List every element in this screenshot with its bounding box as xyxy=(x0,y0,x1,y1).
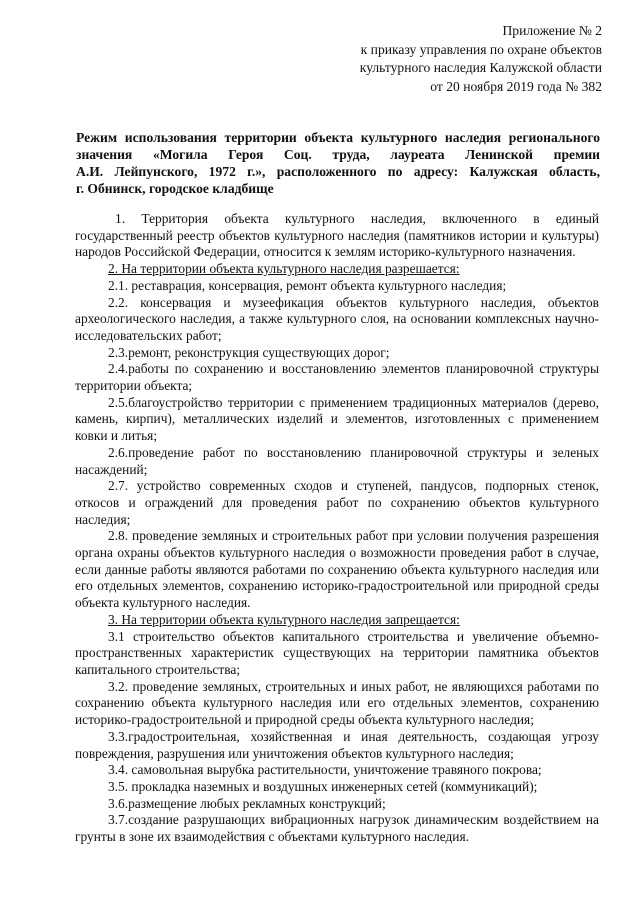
title-line: Режим использования территории объекта культурного наследия регионального xyxy=(76,130,600,145)
section-heading-text: 3. На территории объекта культурного наследия запрещается: xyxy=(108,611,460,627)
paragraph-3-2: 3.2. проведение земляных, строительных и иных работ, не являющихся работами по сохранению объекта культурного наследия или его отдельных элементов, сохранению историко-градостроительной и природной среды объекта культурного наследия; xyxy=(75,678,599,728)
paragraph-2-1: 2.1. реставрация, консервация, ремонт объекта культурного наследия; xyxy=(108,277,507,293)
appendix-header xyxy=(302,22,602,96)
order-reference: к приказу управления по охране объектов xyxy=(360,41,602,57)
title-line: А.И. Лейпунского, 1972 г.», расположенного по адресу: Калужская область, xyxy=(76,164,600,179)
paragraph-3-7: 3.7.создание разрушающих вибрационных нагрузок динамическим воздействием на грунты в зоне их взаимодействия с объектами культурного наследия. xyxy=(75,812,599,845)
section-heading-prohibited xyxy=(75,612,599,629)
paragraph-2-7: 2.7. устройство современных сходов и ступеней, пандусов, подпорных стенок, откосов и ограждений для проведения работ по сохранению объектов культурного наследия; xyxy=(75,478,599,527)
paragraph-2-8: 2.8. проведение земляных и строительных работ при условии получения разрешения органа охраны объектов культурного наследия о возможности проведения работ в случае, если данные работы являются работами по сохранению объекта культурного наследия или его отдельных элементов, сохранению историко-градостроительной или природной среды объекта культурного наследия. xyxy=(75,528,599,611)
issuing-authority: культурного наследия Калужской области xyxy=(359,60,602,76)
section-heading-allowed xyxy=(75,261,599,278)
paragraph-3-1: 3.1 строительство объектов капитального строительства и увеличение объемно-пространственных характеристик существующих на территории памятника объектов капитального строительства; xyxy=(75,628,599,677)
paragraph-3-5: 3.5. прокладка наземных и воздушных инженерных сетей (коммуникаций); xyxy=(108,778,538,794)
order-date-number: от 20 ноября 2019 года № 382 xyxy=(430,78,602,94)
paragraph-3-3: 3.3.градостроительная, хозяйственная и иная деятельность, создающая угрозу повреждения, разрушения или уничтожения объектов культурного наследия; xyxy=(75,728,599,761)
paragraph-2-2: 2.2. консервация и музеефикация объектов культурного наследия, объектов археологического наследия, а также культурного слоя, на основании комплексных научно-исследовательских работ; xyxy=(75,294,599,343)
document-title xyxy=(76,129,600,197)
paragraph-1: 1. Территория объекта культурного наследия, включенного в единый государственный реестр объектов культурного наследия (памятников истории и культуры) народов Российской Федерации, относится к землям историко-культурного назначения. xyxy=(75,211,599,260)
paragraph-3-6: 3.6.размещение любых рекламных конструкций; xyxy=(108,795,386,811)
paragraph-2-3: 2.3.ремонт, реконструкция существующих дорог; xyxy=(108,344,390,360)
document-body xyxy=(75,211,599,846)
title-line: значения «Могила Героя Соц. труда, лауреата Ленинской премии xyxy=(76,147,600,162)
paragraph-2-4: 2.4.работы по сохранению и восстановлению элементов планировочной структуры территории объекта; xyxy=(75,361,599,394)
title-line: г. Обнинск, городское кладбище xyxy=(76,181,274,196)
appendix-number: Приложение № 2 xyxy=(502,23,602,38)
section-heading-text: 2. На территории объекта культурного наследия разрешается: xyxy=(108,261,460,277)
paragraph-2-5: 2.5.благоустройство территории с применением традиционных материалов (дерево, камень, кирпич), металлических изделий и элементов, изготовленных с применением ковки и литья; xyxy=(75,394,599,444)
paragraph-2-6: 2.6.проведение работ по восстановлению планировочной структуры и зеленых насаждений; xyxy=(75,444,599,477)
paragraph-3-4: 3.4. самовольная вырубка растительности, уничтожение травяного покрова; xyxy=(108,762,542,778)
